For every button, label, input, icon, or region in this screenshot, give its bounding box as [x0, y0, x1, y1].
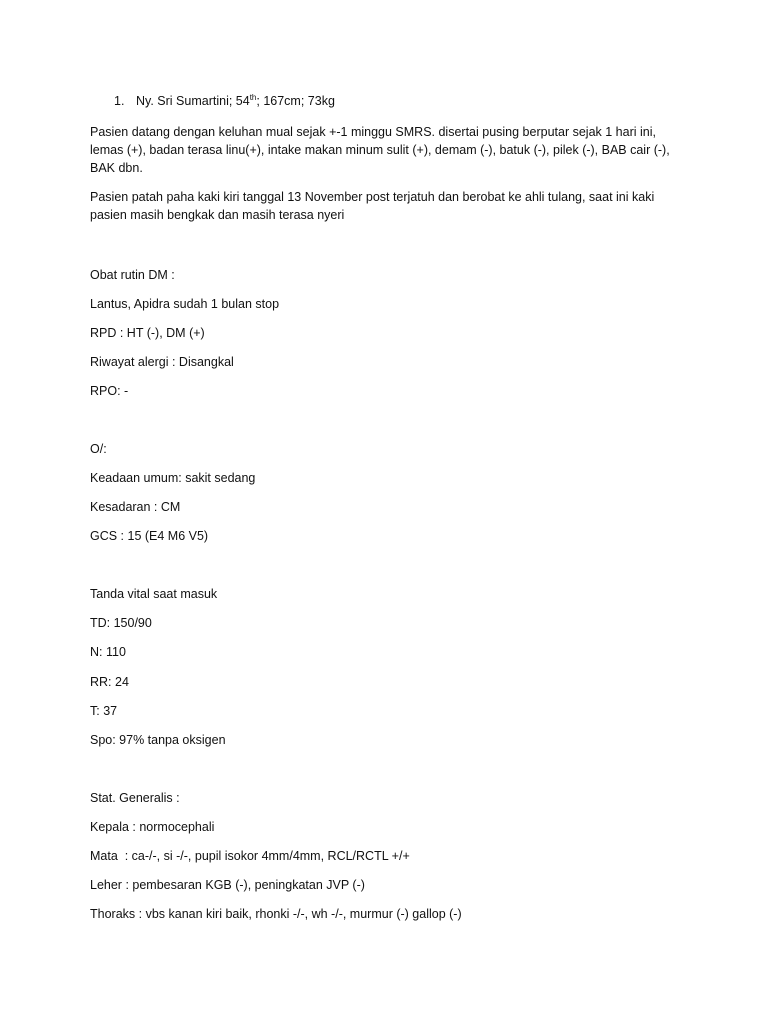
kepala-line: Kepala : normocephali — [90, 820, 215, 834]
rpd-line: RPD : HT (-), DM (+) — [90, 326, 205, 340]
age-suffix: th — [249, 92, 257, 102]
general-state-line: Keadaan umum: sakit sedang — [90, 471, 256, 485]
history-paragraph: Pasien patah paha kaki kiri tanggal 13 November post terjatuh dan berobat ke ahli tulang, saat ini kaki pasien masih bengkak dan masih terasa nyeri — [90, 190, 655, 222]
leher-line: Leher : pembesaran KGB (-), peningkatan JVP (-) — [90, 878, 365, 892]
list-number: 1. — [114, 94, 125, 108]
medication-heading: Obat rutin DM : — [90, 268, 175, 282]
thoraks-line: Thoraks : vbs kanan kiri baik, rhonki -/-, wh -/-, murmur (-) gallop (-) — [90, 907, 462, 921]
stat-generalis-heading: Stat. Generalis : — [90, 791, 180, 805]
spo-line: Spo: 97% tanpa oksigen — [90, 733, 226, 747]
rr-line: RR: 24 — [90, 675, 129, 689]
vitals-heading: Tanda vital saat masuk — [90, 587, 218, 601]
mata-line: Mata : ca-/-, si -/-, pupil isokor 4mm/4mm, RCL/RCTL +/+ — [90, 849, 410, 863]
consciousness-line: Kesadaran : CM — [90, 500, 181, 514]
objective-heading: O/: — [90, 442, 107, 456]
complaint-paragraph: Pasien datang dengan keluhan mual sejak +-1 minggu SMRS. disertai pusing berputar sejak 1 hari ini, lemas (+), badan terasa linu(+), intake makan minum sulit (+), demam (-), batuk (-), pilek (-), BAB cair (-), BAK dbn. — [90, 125, 670, 175]
allergy-line: Riwayat alergi : Disangkal — [90, 355, 234, 369]
medication-value: Lantus, Apidra sudah 1 bulan stop — [90, 297, 280, 311]
temperature-line: T: 37 — [90, 704, 118, 718]
pulse-line: N: 110 — [90, 645, 126, 659]
patient-name-age: Ny. Sri Sumartini; 54 — [136, 94, 250, 108]
patient-height-weight: ; 167cm; 73kg — [256, 94, 335, 108]
gcs-line: GCS : 15 (E4 M6 V5) — [90, 529, 209, 543]
td-line: TD: 150/90 — [90, 616, 152, 630]
rpo-line: RPO: - — [90, 384, 129, 398]
patient-header — [114, 92, 335, 110]
